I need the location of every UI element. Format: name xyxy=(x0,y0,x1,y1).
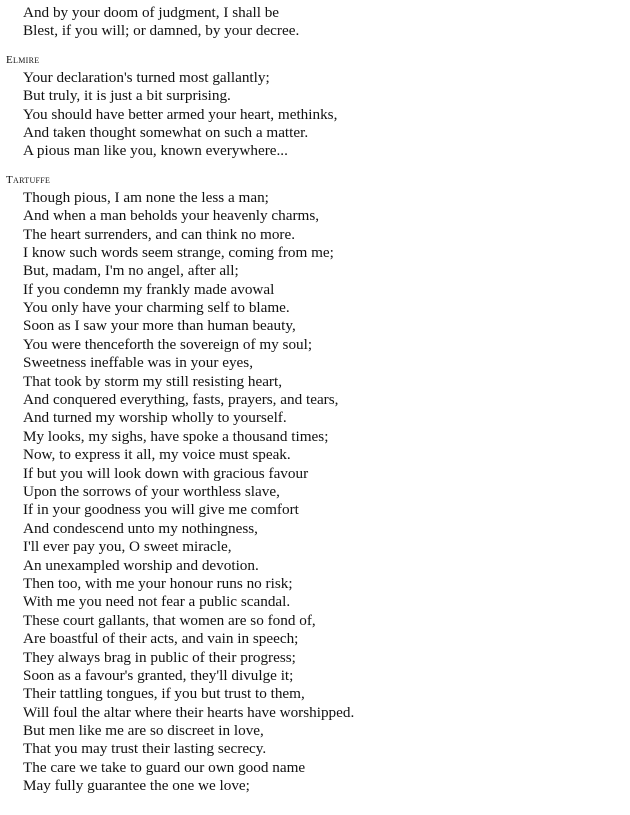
speaker-name: Tartuffe xyxy=(6,173,51,186)
verse-line: These court gallants, that women are so fond of, xyxy=(23,611,316,629)
verse-line: And conquered everything, fasts, prayers, and tears, xyxy=(23,391,339,409)
verse-line: The heart surrenders, and can think no more. xyxy=(23,225,296,243)
verse-line: Sweetness ineffable was in your eyes, xyxy=(23,354,253,372)
verse-line: My looks, my sighs, have spoke a thousand times; xyxy=(23,427,329,445)
verse-line: That you may trust their lasting secrecy. xyxy=(23,740,267,758)
verse-line: And when a man beholds your heavenly charms, xyxy=(23,207,320,225)
verse-line: And condescend unto my nothingness, xyxy=(23,519,258,537)
verse-line: I'll ever pay you, O sweet miracle, xyxy=(23,538,232,556)
verse-line: And by your doom of judgment, I shall be xyxy=(23,4,280,21)
verse-line: An unexampled worship and devotion. xyxy=(23,556,259,574)
verse-block-continuation xyxy=(6,4,630,41)
verse-line: If in your goodness you will give me comfort xyxy=(23,501,299,519)
verse-line: You were thenceforth the sovereign of my soul; xyxy=(23,335,313,353)
verse-line: Then too, with me your honour runs no risk; xyxy=(23,574,293,592)
verse-line: If you condemn my frankly made avowal xyxy=(23,280,275,298)
verse-line: But men like me are so discreet in love, xyxy=(23,722,264,740)
verse-line: They always brag in public of their progress; xyxy=(23,648,296,666)
verse-line: You should have better armed your heart, methinks, xyxy=(23,105,338,123)
verse-line: Upon the sorrows of your worthless slave, xyxy=(23,482,280,500)
verse-line: With me you need not fear a public scandal. xyxy=(23,593,291,611)
verse-line: Their tattling tongues, if you but trust to them, xyxy=(23,685,305,703)
verse-line: If but you will look down with gracious favour xyxy=(23,464,309,482)
verse-line: May fully guarantee the one we love; xyxy=(23,777,250,795)
verse-line: Though pious, I am none the less a man; xyxy=(23,188,269,206)
verse-line: Are boastful of their acts, and vain in speech; xyxy=(23,630,299,648)
verse-line: Soon as I saw your more than human beauty, xyxy=(23,317,296,335)
verse-block-elmire xyxy=(6,53,630,161)
verse-line: Soon as a favour's granted, they'll divulge it; xyxy=(23,666,294,684)
verse-line: But, madam, I'm no angel, after all; xyxy=(23,262,239,280)
verse-block-tartuffe xyxy=(6,173,630,796)
verse-line: But truly, it is just a bit surprising. xyxy=(23,87,231,105)
verse-line: Now, to express it all, my voice must speak. xyxy=(23,446,291,464)
verse-line: The care we take to guard our own good name xyxy=(23,758,306,776)
speaker-name: Elmire xyxy=(6,53,40,66)
verse-line: And turned my worship wholly to yourself. xyxy=(23,409,287,427)
verse-line: Blest, if you will; or damned, by your decree. xyxy=(23,22,300,40)
verse-line: Will foul the altar where their hearts have worshipped. xyxy=(23,703,355,721)
verse-line: I know such words seem strange, coming from me; xyxy=(23,243,334,261)
verse-line: A pious man like you, known everywhere... xyxy=(23,142,288,160)
verse-line: And taken thought somewhat on such a matter. xyxy=(23,123,309,141)
verse-line: Your declaration's turned most gallantly; xyxy=(23,68,270,86)
verse-line: You only have your charming self to blame. xyxy=(23,299,290,317)
verse-line: That took by storm my still resisting heart, xyxy=(23,372,283,390)
